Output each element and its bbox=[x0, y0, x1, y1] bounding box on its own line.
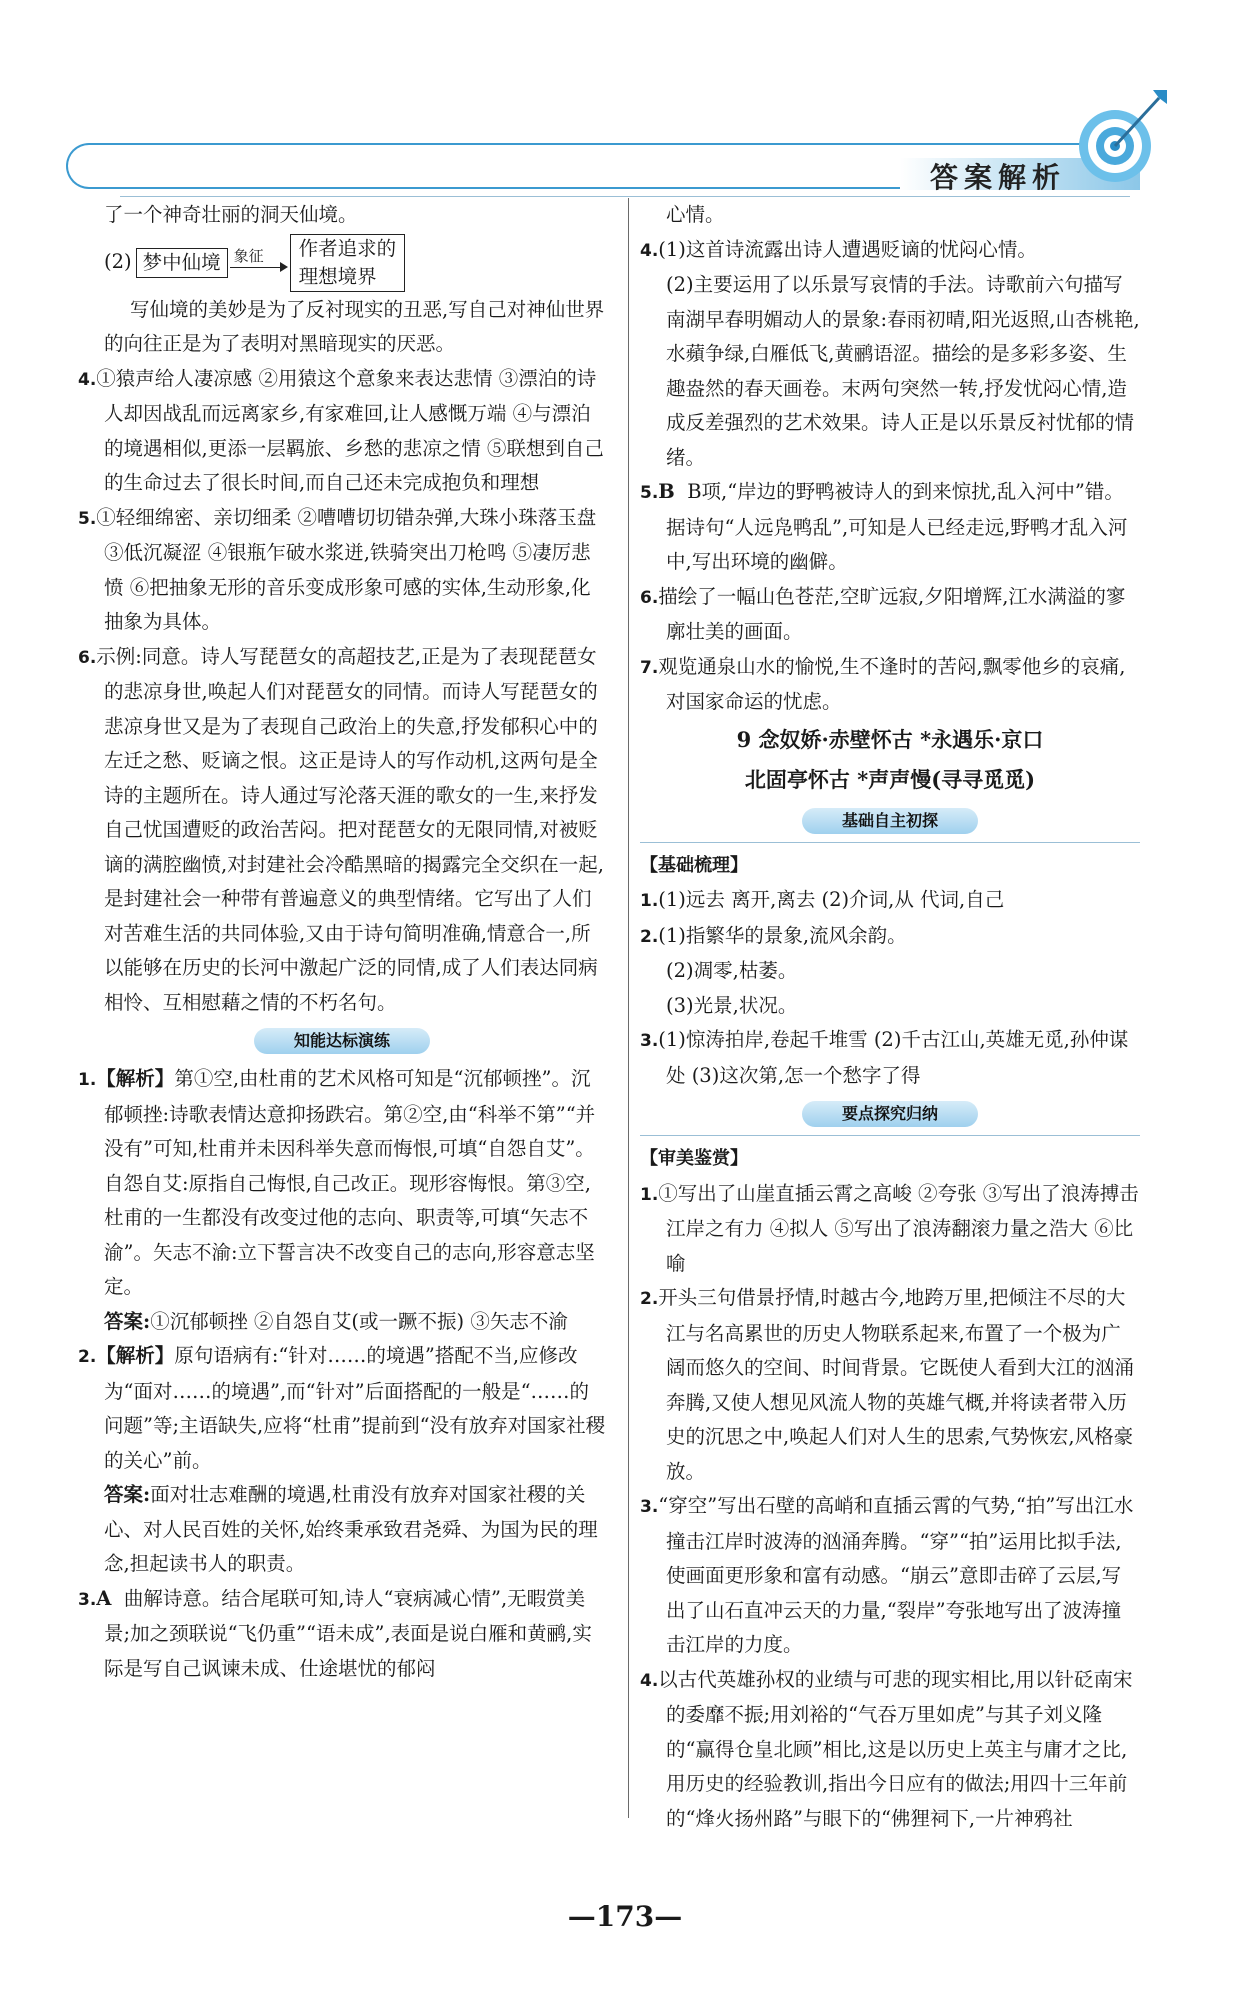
answer-item-5: 5.B B项,“岸边的野鸭被诗人的到来惊扰,乱入河中”错。据诗句“人远凫鸭乱”,可知是人已经走远,野鸭才乱入河中,写出环境的幽僻。 bbox=[640, 480, 1128, 573]
answer-item-7: 7.观览通泉山水的愉悦,生不逢时的苦闷,飘零他乡的哀痛,对国家命运的忧虑。 bbox=[640, 654, 1126, 713]
answer-item-6: 6.示例:同意。诗人写琵琶女的高超技艺,正是为了表现琵琶女的悲凉身世,唤起人们对琵琶女的同情。而诗人写琵琶女的悲凉身世又是为了表现自己政治上的失意,抒发郁积心中的左迁之愁、贬谪之恨。这正是诗人的写作动机,这两句是全诗的主题所在。诗人通过写沦落天涯的歌女的一生,来抒发自己忧国遭贬的政治苦闷。把对琵琶女的无限同情,对被贬谪的满腔幽愤,对封建社会冷酷黑暗的揭露完全交织在一起,是封建社会一种带有普遍意义的典型情绪。它写出了人们对苦难生活的共同体验,又由于诗句简明准确,情意合一,所以能够在历史的长河中激起广泛的同情,成了人们表达同病相怜、互相慰藉之情的不朽名句。 bbox=[78, 644, 604, 1014]
left-column bbox=[78, 198, 606, 1686]
text-line: 了一个神奇壮丽的洞天仙境。 bbox=[104, 203, 358, 226]
answer-item-6: 6.描绘了一幅山色苍茫,空旷远寂,夕阳增辉,江水满溢的寥廓壮美的画面。 bbox=[640, 584, 1126, 643]
diagram-arrow bbox=[230, 246, 288, 273]
page-number: —173— bbox=[567, 1900, 683, 1933]
diagram-label: (2) bbox=[104, 250, 132, 274]
answer-1: 答案:①沉郁顿挫 ②自怨自艾(或一蹶不振) ③矢志不渝 bbox=[104, 1309, 568, 1333]
section-banner: 要点探究归纳 bbox=[802, 1101, 978, 1127]
header-rule bbox=[120, 196, 1130, 197]
paragraph: 写仙境的美妙是为了反衬现实的丑恶,写自己对神仙世界的向往正是为了表明对黑暗现实的厌恶。 bbox=[104, 297, 605, 355]
target-icon bbox=[1075, 86, 1170, 186]
appreciation-item-1: 1.①写出了山崖直插云霄之高峻 ②夸张 ③写出了浪涛搏击江岸之有力 ④拟人 ⑤写出了浪涛翻滚力量之浩大 ⑥比喻 bbox=[640, 1181, 1139, 1275]
appreciation-item-2: 2.开头三句借景抒情,时越古今,地跨万里,把倾注不尽的大江与名高累世的历史人物联系起来,布置了一个极为广阔而悠久的空间、时间背景。它既使人看到大江的汹涌奔腾,又使人想见风流人物的英雄气概,并将读者带入历史的沉思之中,唤起人们对人生的思索,气势恢宏,风格豪放。 bbox=[640, 1286, 1135, 1483]
section-heading: 【基础梳理】 bbox=[640, 854, 748, 876]
diagram-box-ideal: 作者追求的 理想境界 bbox=[290, 234, 406, 292]
symbol-diagram bbox=[104, 233, 606, 293]
right-column bbox=[640, 198, 1140, 1836]
text-line: 心情。 bbox=[666, 203, 725, 226]
basic-item-3: 3.(1)惊涛拍岸,卷起千堆雪 (2)千古江山,英雄无觅,孙仲谋处 (3)这次第,怎一个愁字了得 bbox=[640, 1028, 1129, 1087]
appreciation-item-3: 3.“穿空”写出石壁的高峭和直插云霄的气势,“拍”写出江水撞击江岸时波涛的汹涌奔腾。“穿”“拍”运用比拟手法,使画面更形象和富有动感。“崩云”意即击碎了云层,写出了山石直冲云天的力量,“裂岸”夸张地写出了波涛撞击江岸的力度。 bbox=[640, 1494, 1134, 1656]
answer-item-4: 4.①猿声给人凄凉感 ②用猿这个意象来表达悲情 ③漂泊的诗人却因战乱而远离家乡,有家难回,让人感慨万端 ④与漂泊的境遇相似,更添一层羁旅、乡愁的悲凉之情 ⑤联想到自己的生命过去了很长时间,而自己还未完成抱负和理想 bbox=[78, 366, 604, 494]
appreciation-item-4: 4.以古代英雄孙权的业绩与可悲的现实相比,用以针砭南宋的委靡不振;用刘裕的“气吞万里如虎”与其子刘义隆的“赢得仓皇北顾”相比,这是以历史上英主与庸才之比,用历史的经验教训,指出今日应有的做法;用四十三年前的“烽火扬州路”与眼下的“佛狸祠下,一片神鸦社 bbox=[640, 1667, 1133, 1830]
section-heading: 【审美鉴赏】 bbox=[640, 1148, 748, 1169]
answer-item-4: 4.(1)这首诗流露出诗人遭遇贬谪的忧闷心情。 bbox=[640, 237, 1037, 261]
section-banner: 基础自主初探 bbox=[802, 808, 978, 834]
answer-item-4-part2: (2)主要运用了以乐景写哀情的手法。诗歌前六句描写南湖早春明媚动人的景象:春雨初晴,阳光返照,山杏桃艳,水蘋争绿,白雁低飞,黄鹂语涩。描绘的是多彩多姿、生趣盎然的春天画卷。末两句突然一转,抒发忧闷心情,造成反差强烈的艺术效果。诗人正是以乐景反衬忧郁的情绪。 bbox=[666, 273, 1140, 469]
answer-item-5: 5.①轻细绵密、亲切细柔 ②嘈嘈切切错杂弹,大珠小珠落玉盘 ③低沉凝涩 ④银瓶乍破水浆迸,铁骑突出刀枪鸣 ⑤凄厉悲愤 ⑥把抽象无形的音乐变成形象可感的实体,生动形象,化抽象为具体。 bbox=[78, 505, 597, 633]
section-rule bbox=[640, 842, 1140, 843]
basic-item-2: 2.(1)指繁华的景象,流风余韵。 bbox=[640, 923, 907, 947]
exercise-3: 3.A 曲解诗意。结合尾联可知,诗人“衰病减心情”,无暇赏美景;加之颈联说“飞仍重”“语未成”,表面是说白雁和黄鹂,实际是写自己讽谏未成、仕途堪忧的郁闷 bbox=[78, 1586, 592, 1680]
section-banner: 知能达标演练 bbox=[254, 1028, 430, 1054]
column-divider bbox=[628, 198, 629, 1818]
basic-item-2-part2: (2)凋零,枯萎。 bbox=[666, 959, 798, 982]
answer-2: 答案:面对壮志难酬的境遇,杜甫没有放弃对国家社稷的关心、对人民百姓的关怀,始终秉承致君尧舜、为国为民的理念,担起读书人的职责。 bbox=[104, 1483, 598, 1575]
exercise-2: 2.【解析】原句语病有:“针对……的境遇”搭配不当,应修改为“面对……的境遇”,而“针对”后面搭配的一般是“……的问题”等;主语缺失,应将“杜甫”提前到“没有放弃对国家社稷的关心”前。 bbox=[78, 1344, 606, 1472]
arrow-label: 象征 bbox=[233, 246, 264, 265]
basic-item-1: 1.(1)远去 离开,离去 (2)介词,从 代词,自己 bbox=[640, 888, 1005, 911]
basic-item-2-part3: (3)光景,状况。 bbox=[666, 993, 798, 1017]
section-rule bbox=[640, 1135, 1140, 1136]
diagram-box-dream: 梦中仙境 bbox=[136, 248, 228, 278]
header-title: 答案解析 bbox=[930, 161, 1067, 194]
exercise-1: 1.【解析】第①空,由杜甫的艺术风格可知是“沉郁顿挫”。沉郁顿挫:诗歌表情达意抑扬跌宕。第②空,由“科举不第”“并没有”可知,杜甫并未因科举失意而悔恨,可填“自怨自艾”。自怨自艾:原指自己悔恨,自己改正。现形容悔恨。第③空,杜甫的一生都没有改变过他的志向、职责等,可填“矢志不渝”。矢志不渝:立下誓言决不改变自己的志向,形容意志坚定。 bbox=[78, 1067, 596, 1298]
lesson-title: 9 念奴娇·赤壁怀古 *永遇乐·京口 北固亭怀古 *声声慢(寻寻觅觅) bbox=[736, 726, 1044, 792]
